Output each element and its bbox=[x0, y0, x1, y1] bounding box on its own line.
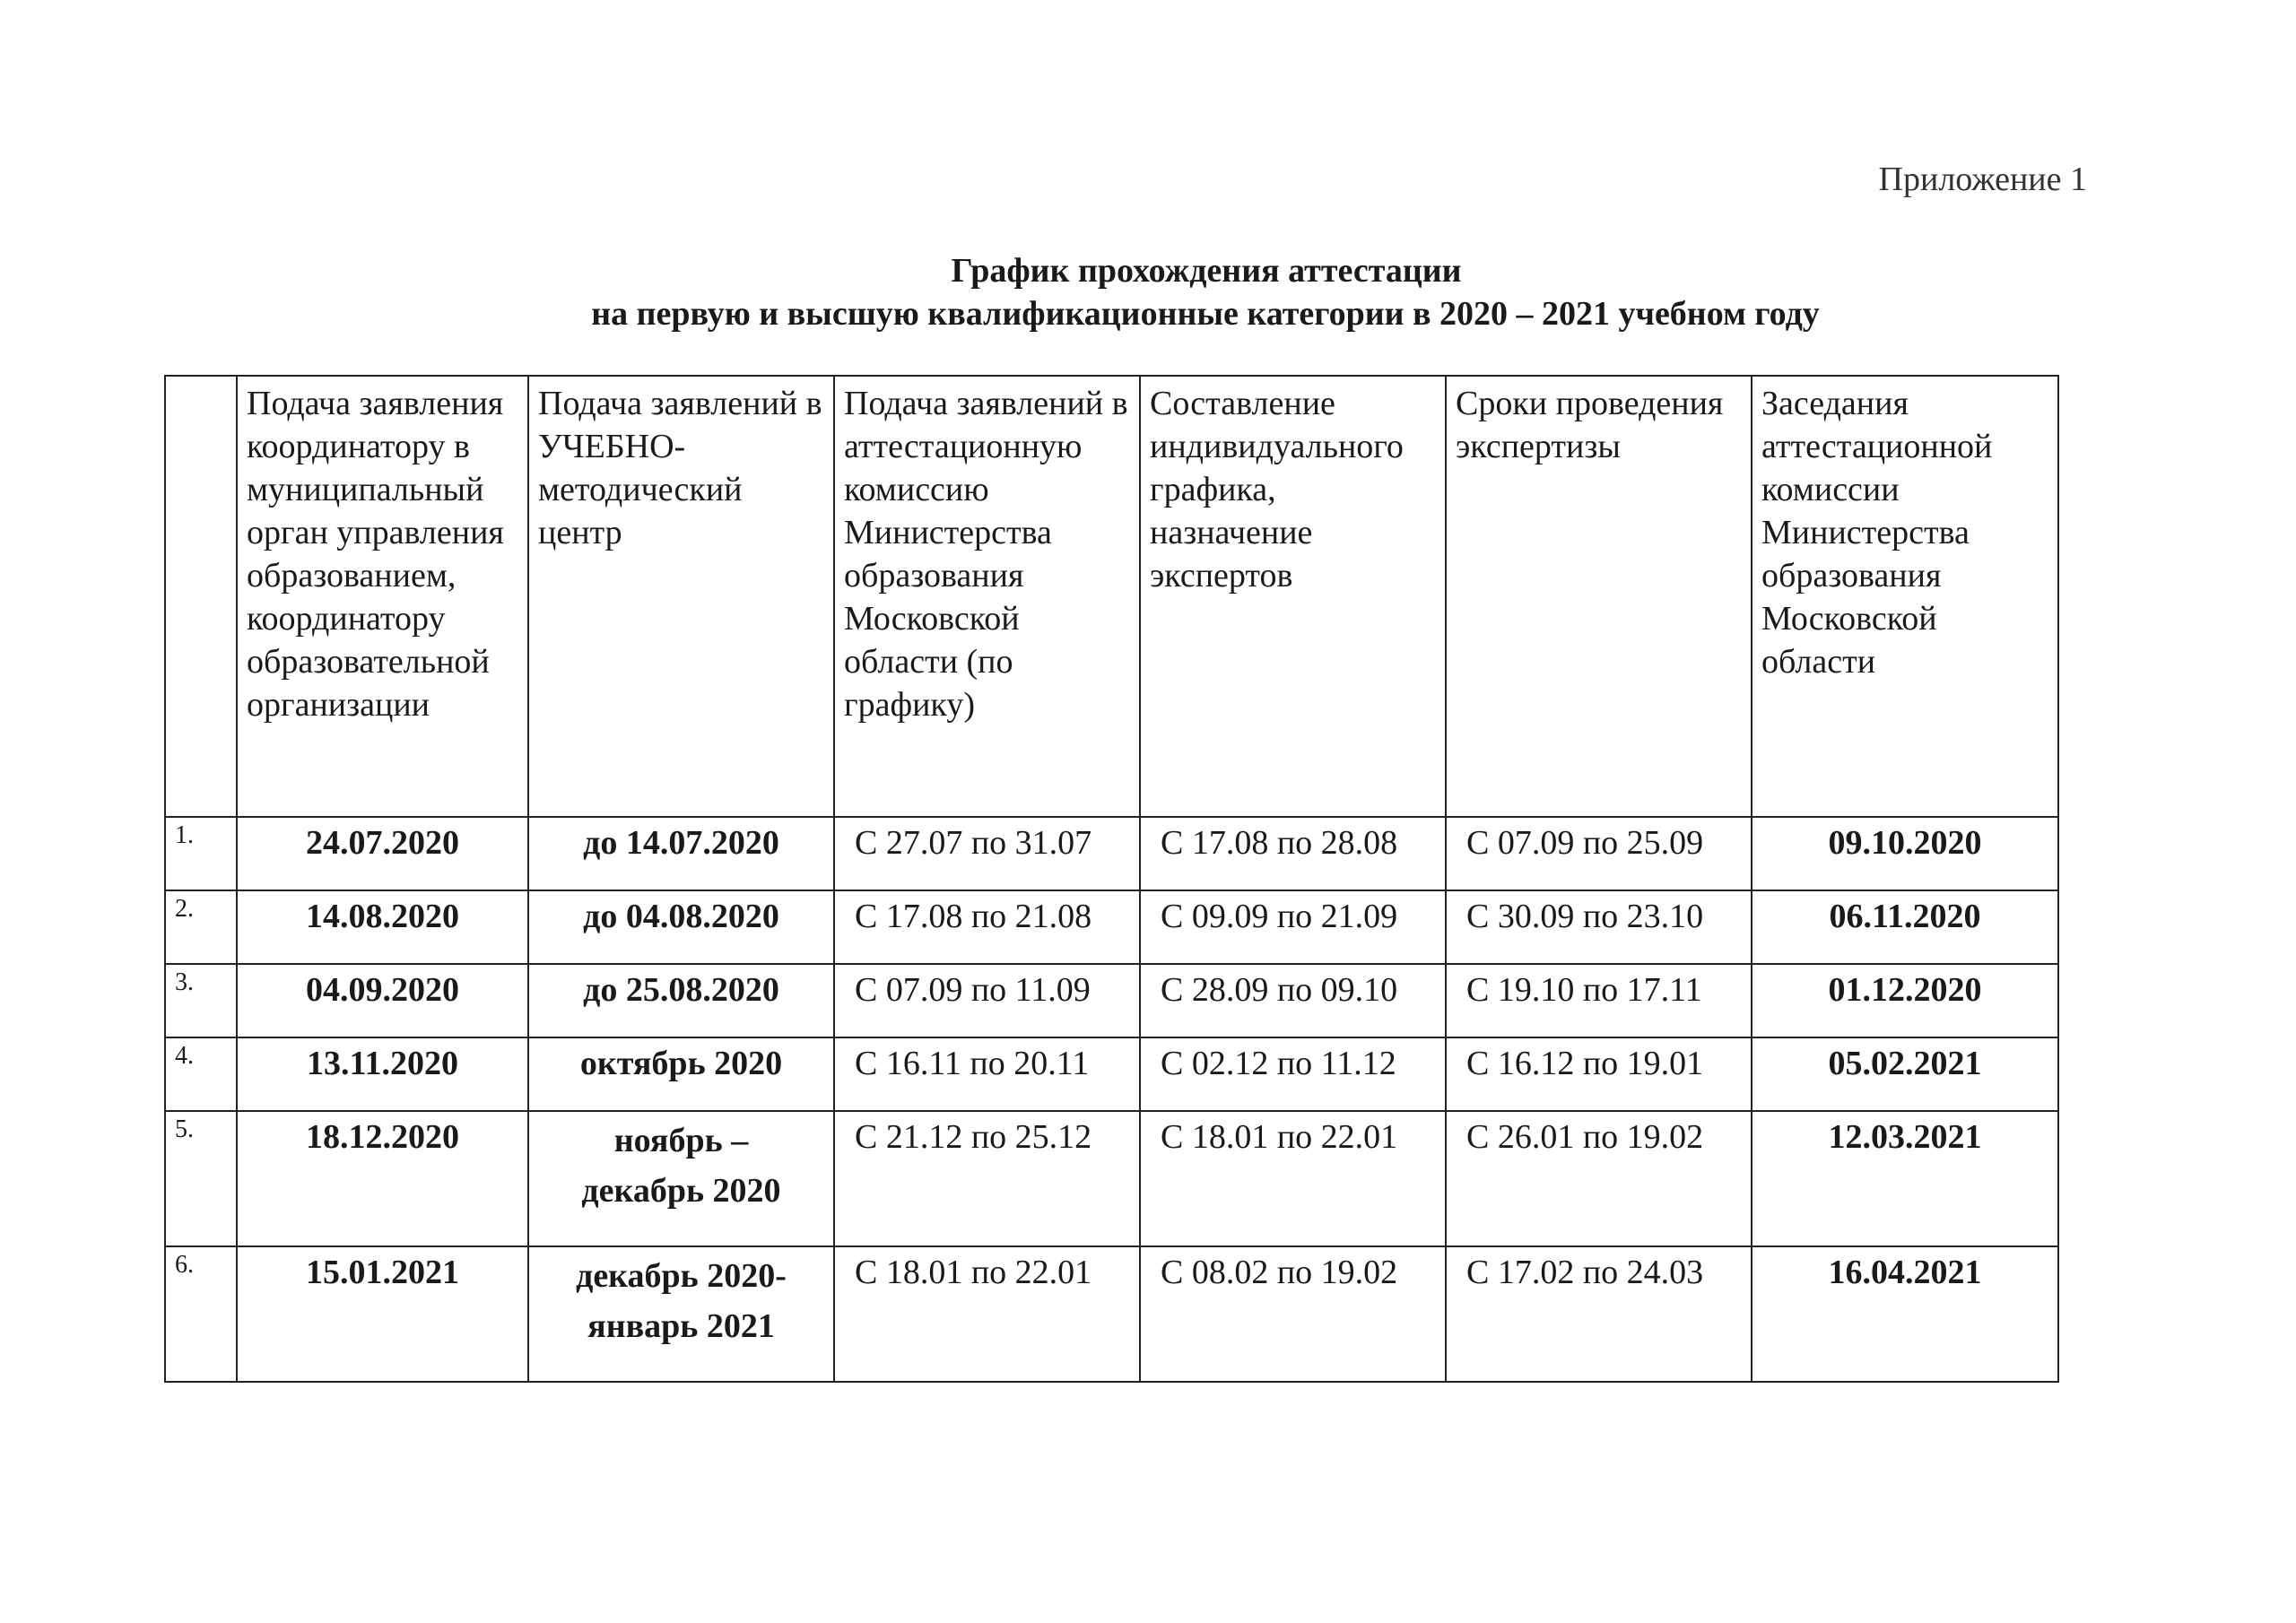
meeting-date-text: 09.10.2020 bbox=[1828, 824, 1982, 862]
schedule-period bbox=[1140, 1037, 1446, 1111]
coordinator-date-text: 24.07.2020 bbox=[306, 824, 459, 862]
coordinator-date-text: 15.01.2021 bbox=[306, 1254, 459, 1291]
commission-period-text: С 17.08 по 21.08 bbox=[855, 898, 1092, 935]
expertise-period-text: С 17.02 по 24.03 bbox=[1466, 1254, 1704, 1291]
schedule-period bbox=[1140, 817, 1446, 890]
table-row bbox=[165, 1111, 2058, 1246]
row-number: 4. bbox=[165, 1037, 237, 1111]
expertise-period-text: С 07.09 по 25.09 bbox=[1466, 824, 1704, 862]
center-date-text-2: январь 2021 bbox=[587, 1307, 775, 1345]
meeting-date-text: 05.02.2021 bbox=[1828, 1045, 1982, 1082]
center-date-text: до 25.08.2020 bbox=[583, 971, 779, 1009]
meeting-date bbox=[1752, 1111, 2058, 1246]
table-row bbox=[165, 1246, 2058, 1382]
expertise-period-text: С 16.12 по 19.01 bbox=[1466, 1045, 1704, 1082]
schedule-period bbox=[1140, 1111, 1446, 1246]
row-number: 3. bbox=[165, 964, 237, 1037]
center-date bbox=[528, 817, 834, 890]
commission-period bbox=[834, 817, 1140, 890]
expertise-period bbox=[1446, 1111, 1752, 1246]
coordinator-date bbox=[237, 817, 528, 890]
title-line-1: График прохождения аттестации bbox=[951, 252, 1462, 290]
commission-period bbox=[834, 1246, 1140, 1382]
table-row bbox=[165, 1037, 2058, 1111]
schedule-period-text: С 28.09 по 09.10 bbox=[1161, 971, 1398, 1009]
table-row bbox=[165, 964, 2058, 1037]
schedule-period-text: С 09.09 по 21.09 bbox=[1161, 898, 1398, 935]
schedule-period bbox=[1140, 890, 1446, 964]
schedule-period-text: С 02.12 по 11.12 bbox=[1161, 1045, 1396, 1082]
expertise-period bbox=[1446, 817, 1752, 890]
coordinator-date-text: 04.09.2020 bbox=[306, 971, 459, 1009]
meeting-date bbox=[1752, 1037, 2058, 1111]
meeting-date bbox=[1752, 890, 2058, 964]
schedule-period bbox=[1140, 964, 1446, 1037]
table-row bbox=[165, 817, 2058, 890]
center-date-text: до 14.07.2020 bbox=[583, 824, 779, 862]
header-cell-expertise: Сроки проведения экспертизы bbox=[1446, 376, 1752, 817]
table-header-row bbox=[165, 376, 2058, 817]
commission-period-text: С 27.07 по 31.07 bbox=[855, 824, 1092, 862]
coordinator-date-text: 13.11.2020 bbox=[307, 1045, 458, 1082]
expertise-period-text: С 30.09 по 23.10 bbox=[1466, 898, 1704, 935]
expertise-period bbox=[1446, 890, 1752, 964]
header-cell-commission: Подача заявлений в аттестационную комиссию Министерства образования Московской области (по графику) bbox=[834, 376, 1140, 817]
coordinator-date bbox=[237, 1111, 528, 1246]
center-date-text-2: декабрь 2020 bbox=[581, 1172, 781, 1210]
center-date-text: ноябрь – bbox=[613, 1122, 749, 1159]
schedule-period-text: С 17.08 по 28.08 bbox=[1161, 824, 1398, 862]
header-cell-coordinator: Подача заявления координатору в муниципальный орган управления образованием, координатору образовательной организации bbox=[237, 376, 528, 817]
meeting-date-text: 01.12.2020 bbox=[1828, 971, 1982, 1009]
meeting-date-text: 12.03.2021 bbox=[1828, 1118, 1982, 1156]
row-number: 1. bbox=[165, 817, 237, 890]
coordinator-date-text: 14.08.2020 bbox=[306, 898, 459, 935]
center-date-text: до 04.08.2020 bbox=[583, 898, 779, 935]
center-date-text: декабрь 2020- bbox=[576, 1257, 787, 1295]
commission-period bbox=[834, 1111, 1140, 1246]
schedule-period-text: С 18.01 по 22.01 bbox=[1161, 1118, 1398, 1156]
appendix-label: Приложение 1 bbox=[1878, 161, 2087, 198]
expertise-period-text: С 19.10 по 17.11 bbox=[1466, 971, 1702, 1009]
center-date bbox=[528, 890, 834, 964]
header-cell-number bbox=[165, 376, 237, 817]
commission-period bbox=[834, 890, 1140, 964]
meeting-date bbox=[1752, 964, 2058, 1037]
coordinator-date bbox=[237, 964, 528, 1037]
center-date-text: октябрь 2020 bbox=[579, 1045, 783, 1082]
row-number: 2. bbox=[165, 890, 237, 964]
schedule-period-text: С 08.02 по 19.02 bbox=[1161, 1254, 1398, 1291]
row-number: 6. bbox=[165, 1246, 237, 1382]
expertise-period bbox=[1446, 1037, 1752, 1111]
commission-period-text: С 07.09 по 11.09 bbox=[855, 971, 1091, 1009]
header-cell-meeting: Заседания аттестационной комиссии Министерства образования Московской области bbox=[1752, 376, 2058, 817]
expertise-period-text: С 26.01 по 19.02 bbox=[1466, 1118, 1704, 1156]
coordinator-date-text: 18.12.2020 bbox=[306, 1118, 459, 1156]
meeting-date-text: 06.11.2020 bbox=[1829, 898, 1981, 935]
row-number: 5. bbox=[165, 1111, 237, 1246]
expertise-period bbox=[1446, 1246, 1752, 1382]
meeting-date-text: 16.04.2021 bbox=[1828, 1254, 1982, 1291]
commission-period-text: С 18.01 по 22.01 bbox=[855, 1254, 1092, 1291]
coordinator-date bbox=[237, 1037, 528, 1111]
center-date bbox=[528, 1111, 834, 1246]
attestation-schedule-table bbox=[164, 375, 2059, 1383]
coordinator-date bbox=[237, 890, 528, 964]
coordinator-date bbox=[237, 1246, 528, 1382]
center-date bbox=[528, 1246, 834, 1382]
center-date bbox=[528, 1037, 834, 1111]
document-title bbox=[0, 249, 2296, 335]
schedule-period bbox=[1140, 1246, 1446, 1382]
header-cell-schedule: Составление индивидуального графика, назначение экспертов bbox=[1140, 376, 1446, 817]
commission-period bbox=[834, 1037, 1140, 1111]
table-row bbox=[165, 890, 2058, 964]
center-date bbox=[528, 964, 834, 1037]
header-cell-method-center: Подача заявлений в УЧЕБНО-методический центр bbox=[528, 376, 834, 817]
meeting-date bbox=[1752, 817, 2058, 890]
commission-period-text: С 21.12 по 25.12 bbox=[855, 1118, 1092, 1156]
title-line-2: на первую и высшую квалификационные категории в 2020 – 2021 учебном году bbox=[591, 295, 1820, 333]
commission-period-text: С 16.11 по 20.11 bbox=[855, 1045, 1090, 1082]
commission-period bbox=[834, 964, 1140, 1037]
expertise-period bbox=[1446, 964, 1752, 1037]
meeting-date bbox=[1752, 1246, 2058, 1382]
